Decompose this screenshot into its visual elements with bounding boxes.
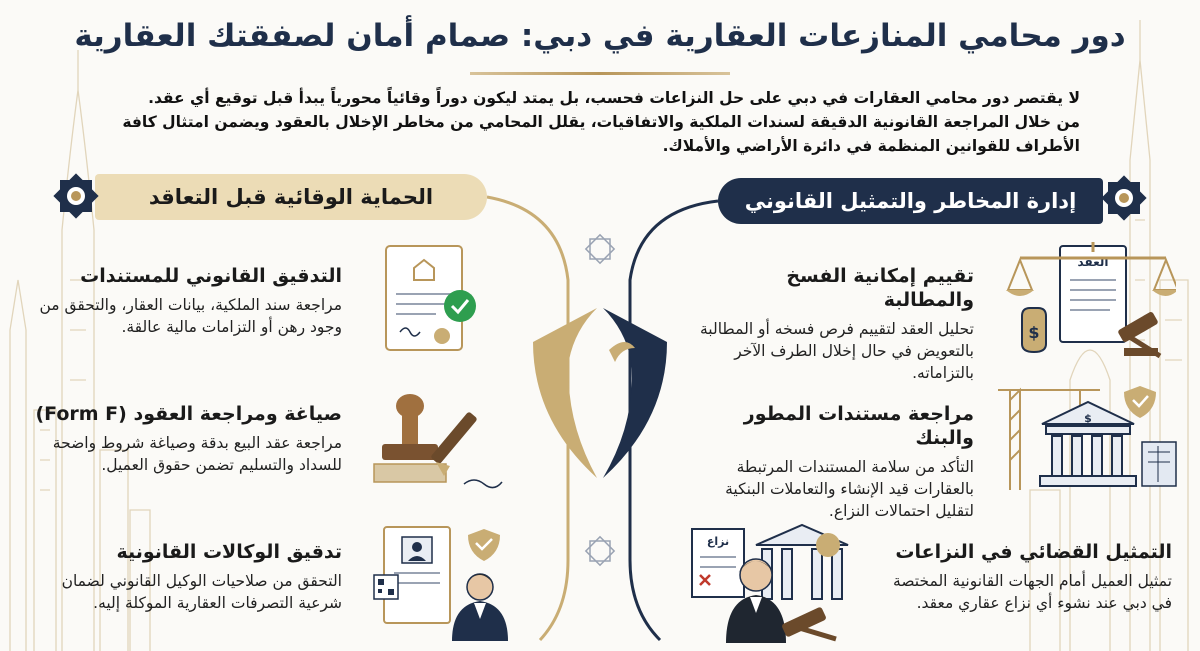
- section-header-preventive-protection: الحماية الوقائية قبل التعاقد: [95, 174, 487, 220]
- svg-text:$: $: [1028, 323, 1040, 342]
- title-deed-check-icon: [376, 240, 486, 362]
- svg-text:$: $: [1084, 412, 1092, 425]
- contract-doc-label: العقد: [1077, 255, 1109, 269]
- item-title: تقييم إمكانية الفسخ والمطالبة: [786, 265, 974, 311]
- item-body: تمثيل العميل أمام الجهات القانونية المختصة في دبي عند نشوء أي نزاع عقاري معقد.: [893, 572, 1172, 612]
- item-title: مراجعة مستندات المطور والبنك: [743, 403, 974, 449]
- card-contract-drafting: [18, 402, 342, 476]
- item-title: تدقيق الوكالات القانونية: [116, 541, 342, 563]
- bank-crane-icon: [990, 380, 1180, 498]
- star-ornament-icon: [50, 170, 102, 222]
- lawyer-court-icon: [686, 515, 866, 643]
- item-body: تحليل العقد لتقييم فرص فسخه أو المطالبة بالتعويض في حال إخلال الطرف الآخر بالتزاماته.: [699, 320, 974, 382]
- stamp-pen-icon: [368, 388, 508, 492]
- power-of-attorney-icon: [368, 515, 518, 641]
- dispute-doc-label: نزاع: [706, 535, 730, 548]
- contract-scales-icon: [1000, 238, 1176, 362]
- item-body: التأكد من سلامة المستندات المرتبطة بالعقارات قيد الإنشاء والتعاملات البنكية لتقليل احتمالات النزاع.: [725, 458, 974, 520]
- item-title: التمثيل القضائي في النزاعات: [895, 541, 1172, 563]
- shield-logo-icon: [525, 300, 675, 485]
- title-divider: [470, 72, 730, 75]
- card-developer-bank-review: [690, 402, 974, 522]
- card-power-of-attorney-audit: [18, 540, 342, 614]
- item-body: مراجعة عقد البيع بدقة وصياغة شروط واضحة للسداد والتسليم تضمن حقوق العميل.: [52, 434, 342, 474]
- small-star-ornament-icon: [583, 232, 617, 266]
- page-title: دور محامي المنازعات العقارية في دبي: صمام أمان لصفقتك العقارية: [74, 18, 1126, 54]
- card-litigation-representation: [876, 540, 1172, 614]
- item-title: التدقيق القانوني للمستندات: [80, 265, 342, 287]
- small-star-ornament-icon: [583, 534, 617, 568]
- star-ornament-icon: [1098, 172, 1150, 224]
- intro-paragraph: لا يقتصر دور محامي العقارات في دبي على حل النزاعات فحسب، بل يمتد ليكون دوراً وقائياً محورياً يبدأ قبل توقيع أي عقد. من خلال المراجعة القانونية الدقيقة لسندات الملكية والاتفاقيات، يقلل المحامي من مخاطر الإخلال بالعقود ويضمن امتثال كافة الأطراف للقوانين المنظمة في دائرة الأراضي والأملاك.: [122, 89, 1080, 155]
- card-document-audit: [18, 264, 342, 338]
- section-header-risk-management: إدارة المخاطر والتمثيل القانوني: [718, 178, 1103, 224]
- card-termination-assessment: [694, 264, 974, 384]
- item-body: مراجعة سند الملكية، بيانات العقار، والتحقق من وجود رهن أو التزامات مالية عالقة.: [39, 296, 342, 336]
- item-title: صياغة ومراجعة العقود (Form F): [35, 403, 342, 425]
- item-body: التحقق من صلاحيات الوكيل القانوني لضمان شرعية التصرفات العقارية الموكلة إليه.: [61, 572, 342, 612]
